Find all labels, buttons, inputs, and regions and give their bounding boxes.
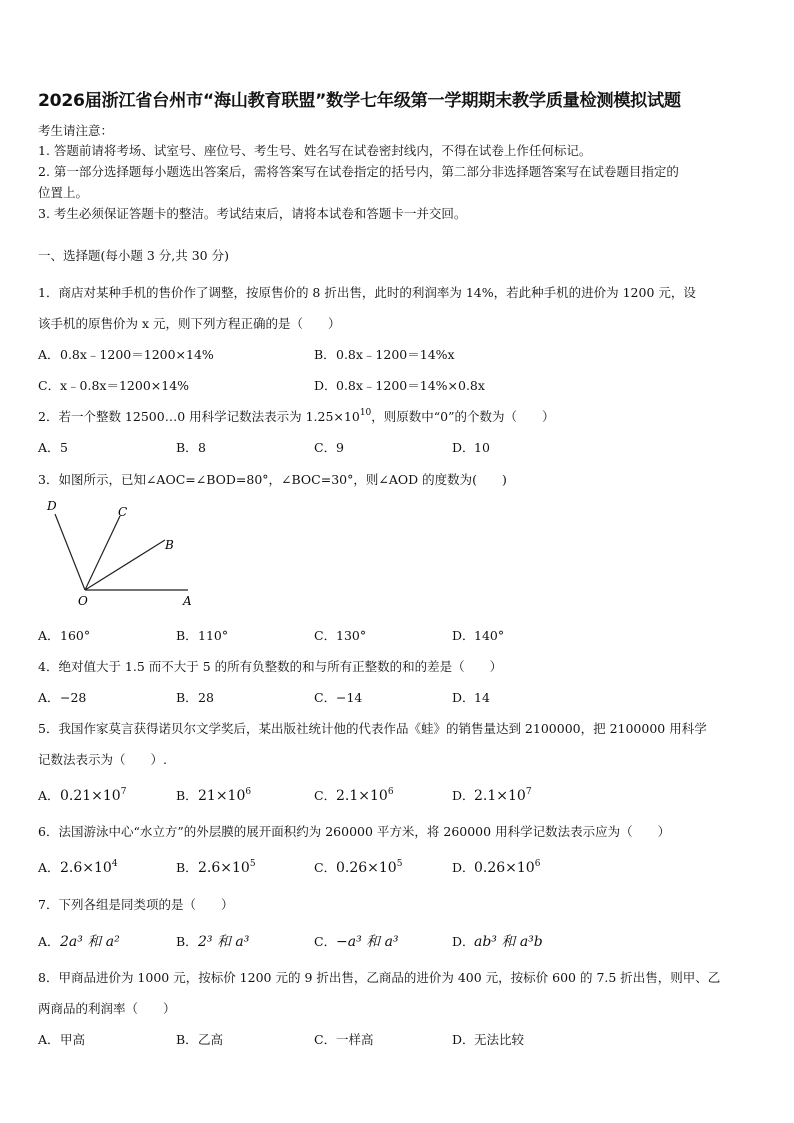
notice-item-2: 2. 第一部分选择题每小题选出答案后，需将答案写在试卷指定的括号内，第二部分非选择题答案写在试卷题目指定的 — [38, 164, 679, 179]
option-label: C． — [314, 860, 337, 875]
option-label: C． — [314, 690, 337, 705]
option-label: C． — [314, 788, 337, 803]
q8-option-d — [452, 1030, 524, 1048]
q3-option-c — [314, 626, 366, 644]
q2-option-b — [176, 438, 206, 456]
option-text: 28 — [198, 690, 214, 705]
option-label: C． — [314, 440, 337, 455]
option-exponent: 5 — [396, 859, 403, 869]
label-a: A — [183, 594, 192, 608]
option-label: B． — [176, 788, 198, 803]
option-label: B． — [176, 1032, 198, 1047]
notice-item-3: 3. 考生必须保证答题卡的整洁。考试结束后，请将本试卷和答题卡一并交回。 — [38, 206, 467, 221]
q5-option-b — [176, 786, 251, 804]
option-label: A． — [38, 628, 60, 643]
option-text: 0.8x﹣1200＝1200×14% — [60, 347, 214, 362]
q4-option-b — [176, 688, 214, 706]
option-label: C． — [314, 1032, 337, 1047]
option-text: 10 — [474, 440, 490, 455]
option-text: 8 — [198, 440, 206, 455]
option-text: x﹣0.8x＝1200×14% — [60, 378, 190, 393]
option-exponent: 6 — [387, 787, 394, 797]
option-label: C． — [314, 628, 337, 643]
option-text: 110° — [198, 628, 229, 643]
q5-option-d — [452, 786, 532, 804]
option-text: 0.21×10 — [60, 788, 121, 804]
option-exponent: 6 — [245, 787, 252, 797]
option-label: A． — [38, 934, 60, 949]
option-text: 0.8x﹣1200＝14%x — [336, 347, 455, 362]
q1-option-c — [38, 376, 189, 394]
option-label: A． — [38, 860, 60, 875]
option-text: 2.6×10 — [198, 860, 250, 876]
option-label: D． — [314, 378, 337, 393]
q2-option-c — [314, 438, 344, 456]
option-text: 9 — [336, 440, 344, 455]
option-text: 5 — [60, 440, 68, 455]
option-label: D． — [452, 440, 475, 455]
option-label: B． — [176, 628, 198, 643]
option-text: 2.1×10 — [474, 788, 526, 804]
option-text: 2³ 和 a³ — [198, 934, 250, 950]
q7-option-c — [314, 931, 399, 951]
q3-option-b — [176, 626, 228, 644]
q2-stem-pre: 2．若一个整数 12500…0 用科学记数法表示为 1.25×10 — [38, 409, 360, 424]
q8-option-a — [38, 1030, 85, 1048]
q1-option-a — [38, 345, 214, 363]
option-label: D． — [452, 628, 475, 643]
option-text: ab³ 和 a³b — [474, 934, 543, 950]
option-text: 130° — [336, 628, 367, 643]
section-heading: 一、选择题(每小题 3 分,共 30 分) — [38, 248, 229, 263]
option-label: A． — [38, 690, 60, 705]
option-text: 一样高 — [336, 1032, 374, 1047]
q6-option-d — [452, 858, 540, 876]
question-8-stem-cont: 两商品的利润率（ ） — [38, 1001, 176, 1016]
q4-option-d — [452, 688, 490, 706]
q7-option-d — [452, 931, 543, 951]
option-text: −14 — [336, 690, 363, 705]
option-text: 2a³ 和 a² — [60, 934, 120, 950]
q6-option-b — [176, 858, 256, 876]
q6-option-a — [38, 858, 118, 876]
label-c: C — [118, 505, 128, 519]
option-text: 2.6×10 — [60, 860, 112, 876]
q2-stem-exponent: 10 — [359, 408, 372, 418]
q3-option-d — [452, 626, 504, 644]
q3-option-a — [38, 626, 90, 644]
page-title: 2026届浙江省台州市“海山教育联盟”数学七年级第一学期期末教学质量检测模拟试题 — [38, 91, 681, 111]
q4-option-a — [38, 688, 86, 706]
option-label: B． — [176, 690, 198, 705]
option-label: D． — [452, 788, 475, 803]
option-label: A． — [38, 1032, 60, 1047]
option-text: 140° — [474, 628, 505, 643]
option-text: 2.1×10 — [336, 788, 388, 804]
q2-stem-post: ，则原数中“0”的个数为（ ） — [371, 409, 555, 424]
q5-option-c — [314, 786, 394, 804]
question-3-stem: 3．如图所示，已知∠AOC=∠BOD=80°，∠BOC=30°，则∠AOD 的度数为( ) — [38, 472, 507, 487]
question-1-stem: 1．商店对某种手机的售价作了调整，按原售价的 8 折出售，此时的利润率为 14%，若此种手机的进价为 1200 元，设 — [38, 285, 696, 300]
label-o: O — [78, 594, 88, 608]
q1-option-b — [314, 345, 455, 363]
option-label: A． — [38, 347, 60, 362]
option-text: −a³ 和 a³ — [336, 934, 399, 950]
option-label: B． — [314, 347, 336, 362]
option-exponent: 7 — [120, 787, 127, 797]
option-label: A． — [38, 440, 60, 455]
question-5-stem: 5．我国作家莫言获得诺贝尔文学奖后，某出版社统计他的代表作品《蛙》的销售量达到 2100000，把 2100000 用科学 — [38, 721, 707, 736]
q2-option-a — [38, 438, 68, 456]
option-exponent: 5 — [249, 859, 256, 869]
q5-option-a — [38, 786, 126, 804]
option-exponent: 6 — [534, 859, 541, 869]
q7-option-a — [38, 931, 120, 951]
question-8-stem: 8．甲商品进价为 1000 元，按标价 1200 元的 9 折出售，乙商品的进价为 400 元，按标价 600 的 7.5 折出售，则甲、乙 — [38, 970, 721, 985]
notice-heading: 考生请注意： — [38, 123, 114, 138]
option-exponent: 4 — [111, 859, 118, 869]
option-label: B． — [176, 934, 198, 949]
option-label: D． — [452, 1032, 475, 1047]
notice-item-1: 1. 答题前请将考场、试室号、座位号、考生号、姓名写在试卷密封线内，不得在试卷上作任何标记。 — [38, 143, 592, 158]
option-text: 160° — [60, 628, 91, 643]
option-label: C． — [38, 378, 61, 393]
option-text: 甲高 — [60, 1032, 86, 1047]
option-label: D． — [452, 860, 475, 875]
q8-option-b — [176, 1030, 223, 1048]
angle-figure — [38, 498, 208, 610]
question-4-stem: 4．绝对值大于 1.5 而不大于 5 的所有负整数的和与所有正整数的和的差是（ ） — [38, 659, 503, 674]
option-text: 0.26×10 — [336, 860, 397, 876]
option-text: 0.8x﹣1200＝14%×0.8x — [336, 378, 485, 393]
option-label: D． — [452, 934, 475, 949]
question-2-stem — [38, 407, 555, 425]
option-label: B． — [176, 860, 198, 875]
option-label: D． — [452, 690, 475, 705]
question-5-stem-cont: 记数法表示为（ ）. — [38, 752, 167, 767]
q8-option-c — [314, 1030, 374, 1048]
label-d: D — [47, 499, 57, 513]
label-b: B — [165, 538, 174, 552]
option-text: 21×10 — [198, 788, 246, 804]
q7-option-b — [176, 931, 249, 951]
option-exponent: 7 — [525, 787, 532, 797]
option-label: B． — [176, 440, 198, 455]
option-text: 0.26×10 — [474, 860, 535, 876]
option-label: A． — [38, 788, 60, 803]
q4-option-c — [314, 688, 362, 706]
q1-option-d — [314, 376, 485, 394]
option-text: −28 — [60, 690, 87, 705]
option-label: C． — [314, 934, 337, 949]
option-text: 乙高 — [198, 1032, 224, 1047]
q6-option-c — [314, 858, 402, 876]
ray-od — [55, 514, 85, 590]
q2-option-d — [452, 438, 490, 456]
notice-item-2-cont: 位置上。 — [38, 185, 89, 200]
question-1-stem-cont: 该手机的原售价为 x 元，则下列方程正确的是（ ） — [38, 316, 341, 331]
question-7-stem: 7．下列各组是同类项的是（ ） — [38, 897, 234, 912]
option-text: 14 — [474, 690, 490, 705]
option-text: 无法比较 — [474, 1032, 525, 1047]
question-6-stem: 6．法国游泳中心“水立方”的外层膜的展开面积约为 260000 平方米，将 260000 用科学记数法表示应为（ ） — [38, 824, 671, 839]
